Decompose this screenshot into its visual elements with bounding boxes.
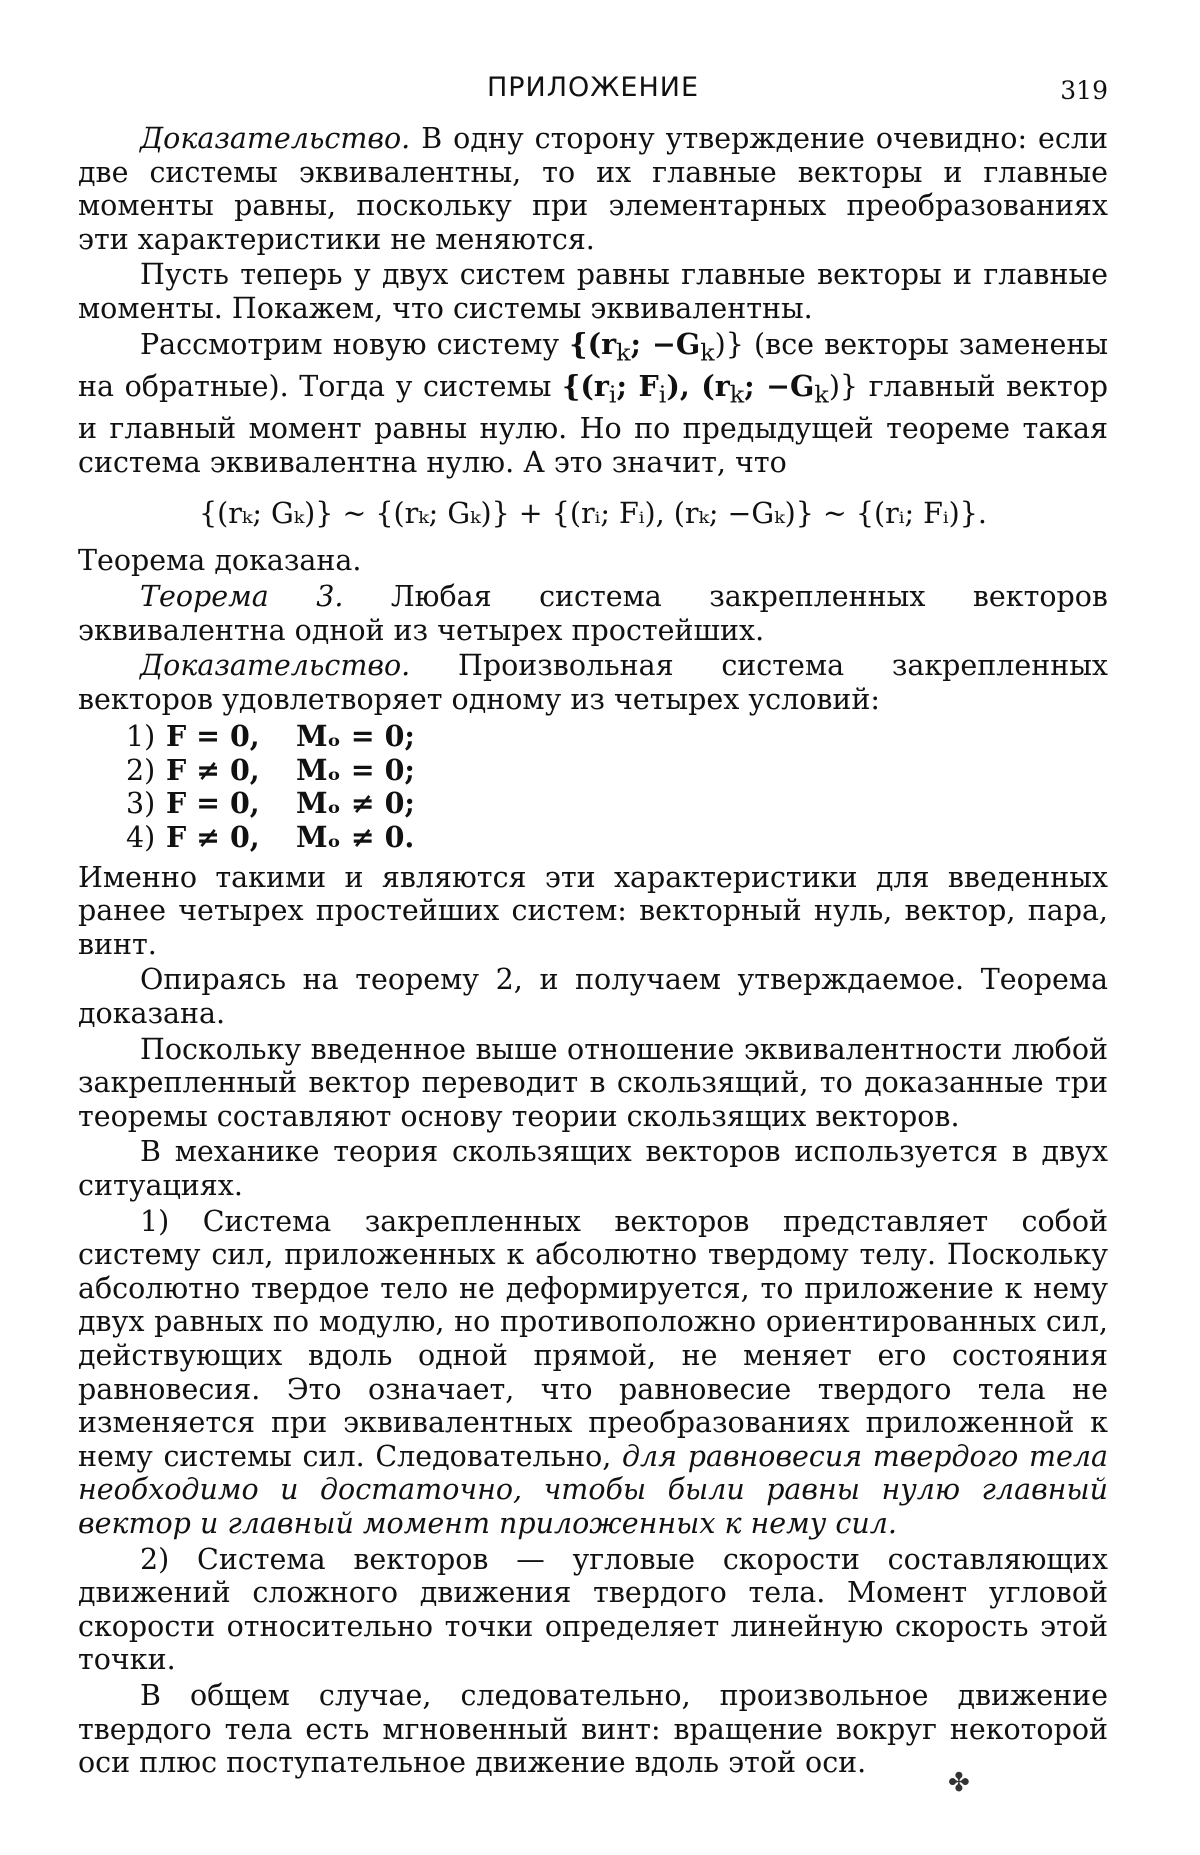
page-header [78, 66, 1108, 110]
proof-paragraph-1 [78, 122, 1108, 256]
condition-item: 1) F = 0, Mₒ = 0; [126, 719, 415, 754]
conditions-list [126, 720, 1108, 854]
proof-paragraph-3: Доказательство. Произвольная система закрепленных векторов удовлетворяет одному из четырех условий: [78, 649, 1108, 716]
condition-item: 2) F ≠ 0, Mₒ = 0; [126, 752, 415, 787]
text-segment: (все векторы заменены на обратные). Тогда у системы [78, 327, 1108, 403]
paragraph-final: В общем случае, следовательно, произвольное движение твердого тела есть мгновенный винт: вращение вокруг некоторой оси плюс поступательное движение вдоль этой оси. [78, 1678, 1108, 1780]
math-system-combined: {($r_i$; $F_i$), ($r_k$; $-G_k$)} [562, 368, 859, 409]
emphasized-statement: для равновесия твердого тела необходимо и достаточно, чтобы были равны нулю главный вектор и главный момент приложенных к нему сил. [78, 1439, 1108, 1540]
list-item-1: 1) Система закрепленных векторов представляет собой систему сил, приложенных к абсолютно твердому телу. Поскольку абсолютно твердое тело не деформируется, то приложение к нему двух равных по модулю, но противоположно ориентированных сил, действующих вдоль одной прямой, не меняет его состояния равновесия. Это означает, что равновесие твердого тела не изменяется при эквивалентных преобразованиях приложенной к нему системы сил. Следовательно, для равновесия твердого тела необходимо и достаточно, чтобы были равны нулю главный вектор и главный момент приложенных к нему сил. [78, 1204, 1108, 1540]
proof-label: Доказательство. [140, 649, 411, 683]
ink-blot-icon: ✤ [948, 1768, 970, 1798]
theorem-label: Теорема 3. [140, 579, 344, 613]
text-segment: Рассмотрим новую систему [140, 327, 570, 361]
math-system-reversed: {($r_k$; $-G_k$)} [569, 326, 744, 367]
text-segment: главный вектор и главный момент равны нулю. Но по предыдущей теореме такая система эквивалентна нулю. А это значит, что [78, 369, 1108, 479]
paragraph-equal-moments: Пусть теперь у двух систем равны главные векторы и главные моменты. Покажем, что системы эквивалентны. [78, 258, 1108, 325]
running-title: ПРИЛОЖЕНИЕ [486, 72, 700, 103]
list-item-2: 2) Система векторов — угловые скорости составляющих движений сложного движения твердого тела. Момент угловой скорости относительно точки определяет линейную скорость этой точки. [78, 1542, 1108, 1677]
paragraph-theorem-2: Опираясь на теорему 2, и получаем утверждаемое. Теорема доказана. [78, 963, 1108, 1031]
book-page [78, 66, 1108, 1780]
paragraph-simplest-systems: Именно такими и являются эти характеристики для введенных ранее четырех простейших систем: векторный нуль, вектор, пара, винт. [78, 860, 1108, 961]
condition-item: 4) F ≠ 0, Mₒ ≠ 0. [126, 820, 415, 855]
condition-item: 3) F = 0, Mₒ ≠ 0; [126, 786, 415, 821]
page-number: 319 [1060, 76, 1108, 105]
paragraph-sliding-vectors: Поскольку введенное выше отношение эквивалентности любой закрепленный вектор переводит в скользящий, то доказанные три теоремы составляют основу теории скользящих векторов. [78, 1032, 1108, 1133]
paragraph-mechanics: В механике теория скользящих векторов используется в двух ситуациях. [78, 1135, 1108, 1202]
theorem-proved-note: Теорема доказана. [78, 544, 362, 578]
proof-label: Доказательство. [140, 122, 411, 155]
theorem-3-statement: Теорема 3. Любая система закрепленных векторов эквивалентна одной из четырех простейших. [78, 579, 1108, 647]
paragraph-new-system [78, 328, 1108, 480]
proof-text: В одну сторону утверждение очевидно: если две системы эквивалентны, то их главные векторы и главные моменты равны, поскольку при элементарных преобразованиях эти характеристики не меняются. [78, 122, 1108, 256]
display-formula: {(rₖ; Gₖ)} ~ {(rₖ; Gₖ)} + {(rᵢ; Fᵢ), (rₖ; −Gₖ)} ~ {(rᵢ; Fᵢ)}. [199, 497, 987, 531]
